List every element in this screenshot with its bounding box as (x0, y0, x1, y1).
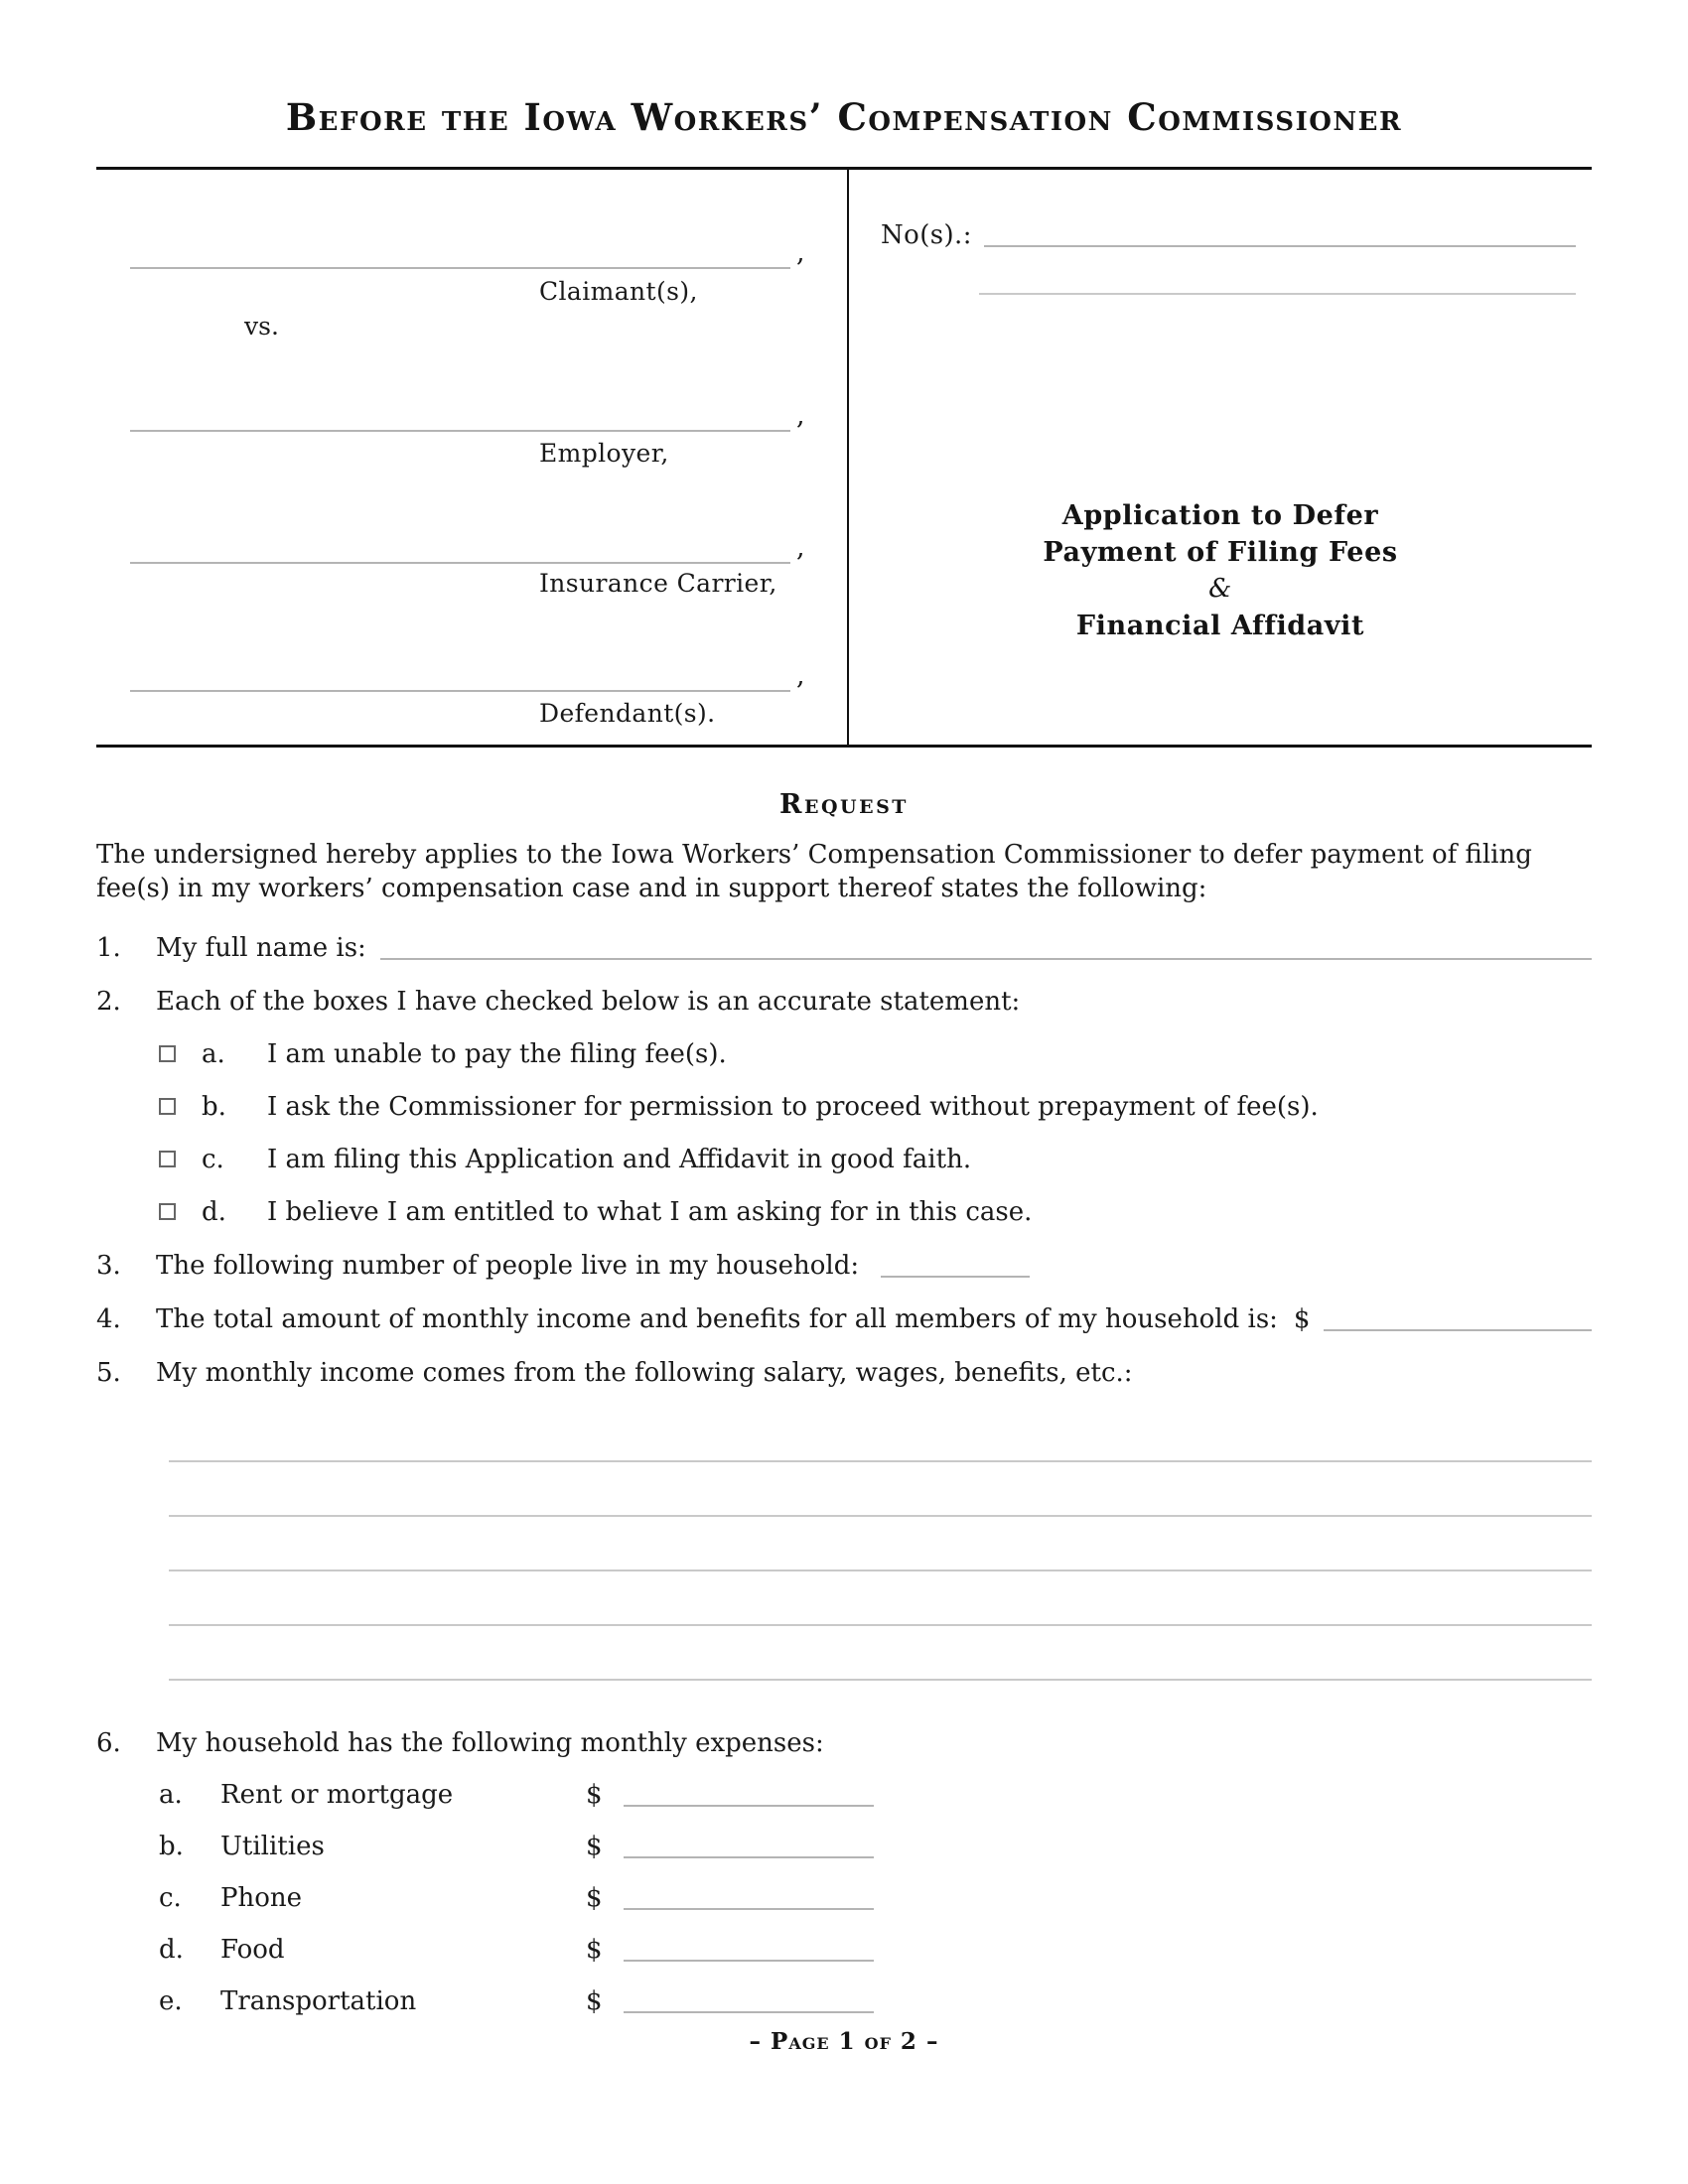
expense-letter: d. (159, 1935, 184, 1966)
income-source-line-3[interactable] (169, 1517, 1592, 1571)
expense-row-utilities (159, 1830, 1592, 1863)
income-source-line-2[interactable] (169, 1462, 1592, 1517)
case-number-field[interactable] (984, 219, 1576, 247)
item-number: 5. (96, 1358, 121, 1389)
dollar-sign: $ (586, 1935, 603, 1966)
statement-text: I ask the Commissioner for permission to proceed without prepayment of fee(s). (267, 1092, 1319, 1123)
request-intro: The undersigned hereby applies to the Iowa Workers’ Compensation Commissioner to defer payment of filing fee(s) in my workers’ compensation case and in support thereof states the following: (96, 840, 1532, 904)
phone-amount-field[interactable] (624, 1881, 874, 1910)
item-text: My full name is: (156, 933, 366, 964)
item-number: 2. (96, 987, 121, 1018)
rent-amount-field[interactable] (624, 1778, 874, 1807)
statement-row-c (159, 1143, 1592, 1176)
case-caption-box (96, 167, 1592, 748)
checkbox-c[interactable] (159, 1151, 176, 1167)
case-number-row (881, 219, 1576, 253)
expense-letter: b. (159, 1832, 184, 1862)
caption-case-info (847, 170, 1592, 745)
expense-row-food (159, 1933, 1592, 1967)
claimant-label: Claimant(s), (539, 277, 698, 307)
statement-letter: c. (202, 1145, 224, 1175)
expense-letter: e. (159, 1986, 183, 2017)
dollar-sign: $ (1293, 1304, 1311, 1335)
expense-row-rent (159, 1778, 1592, 1812)
checkbox-a[interactable] (159, 1045, 176, 1062)
expense-letter: c. (159, 1883, 182, 1914)
full-name-field[interactable] (380, 931, 1592, 960)
expense-row-transportation (159, 1984, 1592, 2018)
defendant-name-field[interactable] (130, 690, 790, 692)
statement-text: I am unable to pay the filing fee(s). (267, 1039, 727, 1070)
item-number: 4. (96, 1304, 121, 1335)
ampersand: & (1208, 574, 1232, 605)
item-5 (96, 1356, 1592, 1390)
income-source-lines (169, 1408, 1592, 1681)
document-title-line: Application to Defer (1061, 500, 1379, 532)
claimant-name-field[interactable] (130, 267, 790, 269)
household-size-field[interactable] (881, 1249, 1030, 1278)
item-3 (96, 1249, 1592, 1283)
expense-row-phone (159, 1881, 1592, 1915)
caption-parties (96, 170, 847, 745)
statement-letter: d. (202, 1197, 226, 1228)
expense-label: Transportation (220, 1986, 417, 2017)
insurance-carrier-label: Insurance Carrier, (539, 569, 777, 599)
item-number: 6. (96, 1728, 121, 1759)
comma: , (796, 660, 805, 692)
item-number: 1. (96, 933, 121, 964)
item-text: The following number of people live in my household: (156, 1251, 860, 1282)
checkbox-d[interactable] (159, 1203, 176, 1220)
income-source-line-1[interactable] (169, 1408, 1592, 1462)
transportation-amount-field[interactable] (624, 1984, 874, 2013)
item-6 (96, 1726, 1592, 1760)
comma: , (796, 237, 805, 269)
income-source-line-5[interactable] (169, 1626, 1592, 1681)
income-source-line-4[interactable] (169, 1571, 1592, 1626)
item-text: Each of the boxes I have checked below is an accurate statement: (156, 987, 1021, 1018)
item-text: My household has the following monthly expenses: (156, 1728, 824, 1759)
request-heading: Request (779, 789, 909, 821)
item-text: The total amount of monthly income and benefits for all members of my household is: (156, 1304, 1278, 1335)
checkbox-b[interactable] (159, 1098, 176, 1115)
dollar-sign: $ (586, 1832, 603, 1862)
page-indicator: – Page 1 of 2 – (749, 2028, 939, 2055)
expense-label: Phone (220, 1883, 303, 1914)
document-title-line: Financial Affidavit (1075, 611, 1365, 642)
page-title: Before the Iowa Workers’ Compensation Commissioner (285, 95, 1403, 139)
food-amount-field[interactable] (624, 1933, 874, 1962)
item-number: 3. (96, 1251, 121, 1282)
case-number-label: No(s).: (881, 220, 972, 251)
defendant-label: Defendant(s). (539, 699, 716, 729)
monthly-income-field[interactable] (1324, 1302, 1592, 1331)
utilities-amount-field[interactable] (624, 1830, 874, 1858)
dollar-sign: $ (586, 1986, 603, 2017)
expense-label: Food (220, 1935, 285, 1966)
insurance-carrier-name-field[interactable] (130, 562, 790, 564)
item-text: My monthly income comes from the following salary, wages, benefits, etc.: (156, 1358, 1133, 1389)
statement-text: I believe I am entitled to what I am asking for in this case. (267, 1197, 1033, 1228)
statement-row-b (159, 1090, 1592, 1124)
statement-text: I am filing this Application and Affidavit in good faith. (267, 1145, 972, 1175)
item-2 (96, 985, 1592, 1019)
case-number-field-2[interactable] (979, 293, 1576, 295)
document-title-line: Payment of Filing Fees (1043, 537, 1398, 569)
document-title (849, 497, 1592, 644)
employer-label: Employer, (539, 439, 669, 469)
statement-letter: b. (202, 1092, 226, 1123)
expense-label: Utilities (220, 1832, 325, 1862)
vs-label: vs. (244, 312, 279, 341)
statement-letter: a. (202, 1039, 225, 1070)
employer-name-field[interactable] (130, 430, 790, 432)
statement-row-a (159, 1037, 1592, 1071)
dollar-sign: $ (586, 1883, 603, 1914)
item-4 (96, 1302, 1592, 1336)
dollar-sign: $ (586, 1780, 603, 1811)
comma: , (796, 532, 805, 564)
statement-row-d (159, 1195, 1592, 1229)
comma: , (796, 400, 805, 432)
expense-label: Rent or mortgage (220, 1780, 454, 1811)
item-1 (96, 931, 1592, 965)
expense-letter: a. (159, 1780, 183, 1811)
